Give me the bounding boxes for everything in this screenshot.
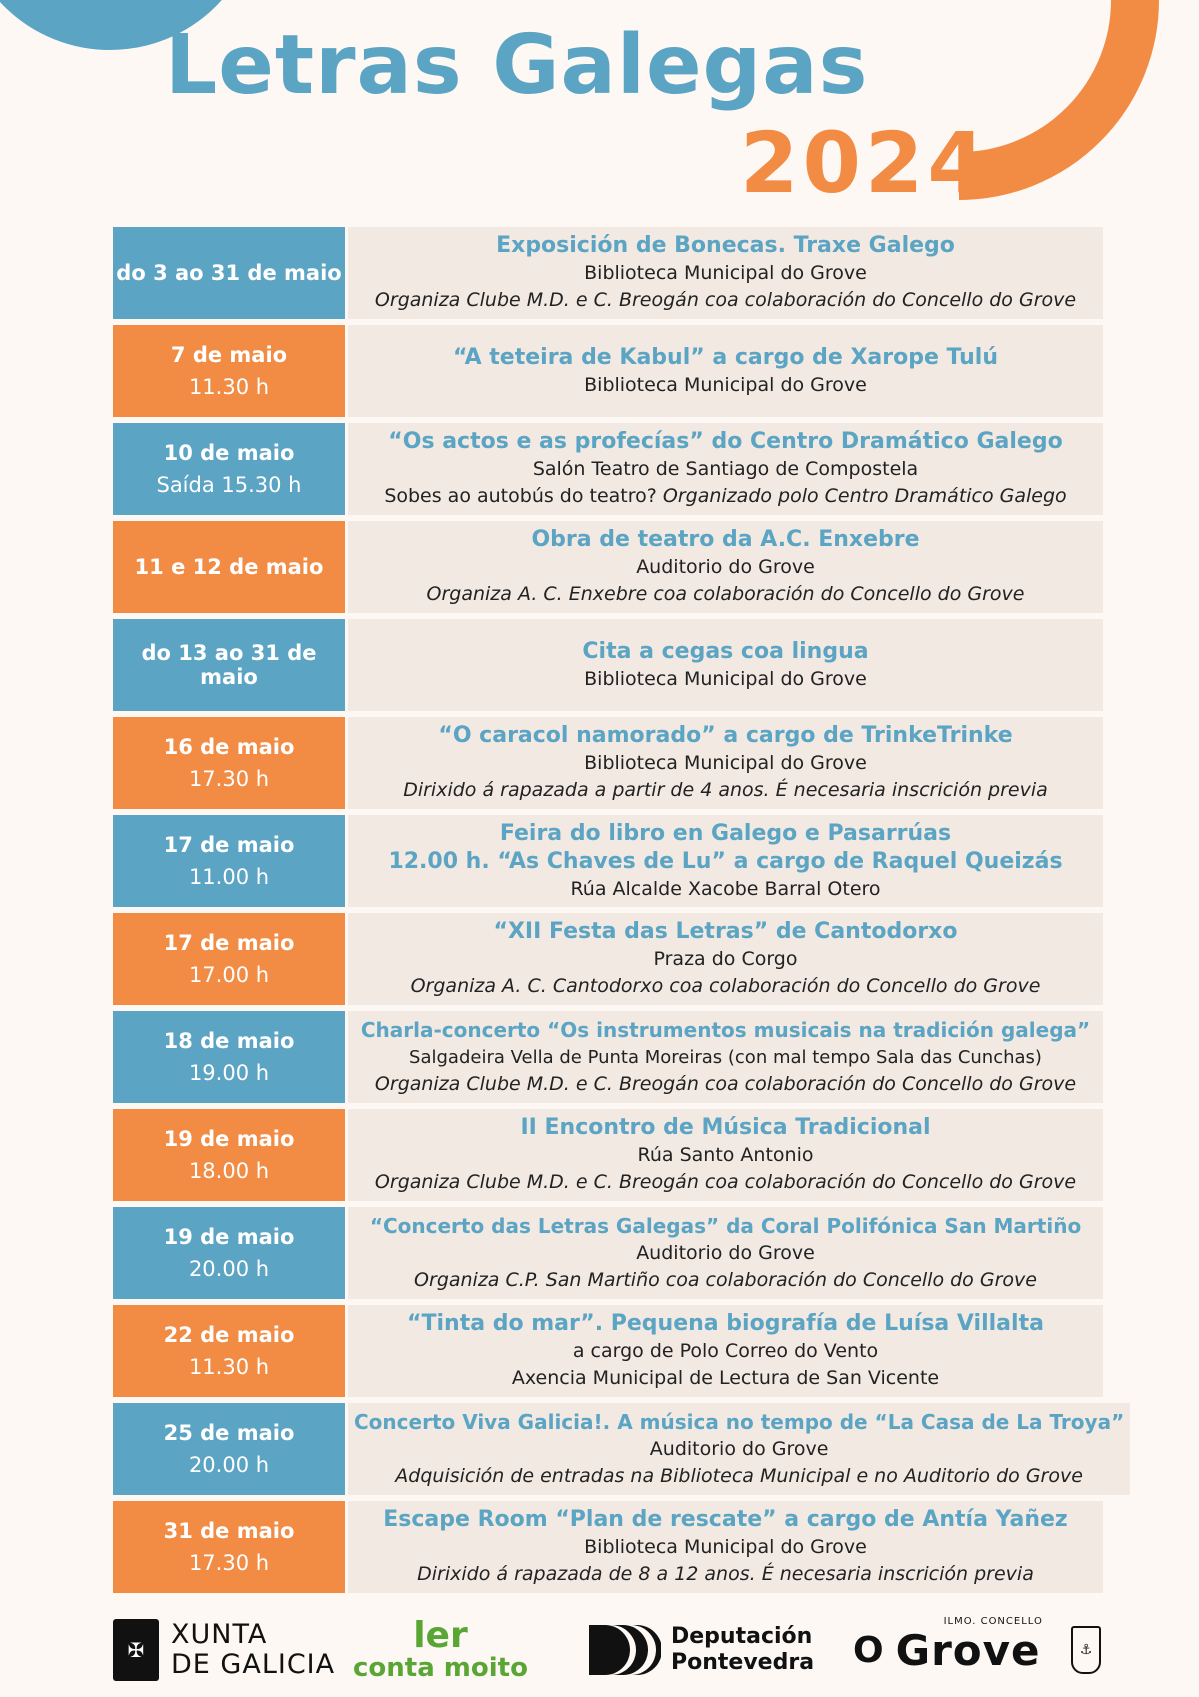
event-date: do 3 ao 31 de maio	[116, 261, 342, 285]
grove-o: O	[853, 1629, 884, 1671]
deputacion-line1: Deputación	[671, 1624, 813, 1649]
ler-line2: conta moito	[353, 1653, 528, 1683]
event-note-prefix: Sobes ao autobús do teatro?	[384, 485, 663, 507]
concello-grove-logo	[853, 1615, 1041, 1685]
event-location: Biblioteca Municipal do Grove	[584, 667, 867, 690]
ler-conta-moito-logo	[353, 1615, 528, 1685]
event-title: Feira do libro en Galego e Pasarrúas	[499, 820, 952, 846]
event-row	[113, 227, 1103, 319]
concello-crest	[1071, 1615, 1101, 1685]
event-note-text: Organiza Clube M.D. e C. Breogán coa colaboración do Concello do Grove	[374, 1171, 1077, 1193]
event-location: Praza do Corgo	[653, 948, 798, 970]
xunta-crest-icon: ✠	[113, 1619, 159, 1681]
event-row	[113, 1011, 1103, 1103]
event-row	[113, 717, 1103, 809]
event-date: 17 de maio	[163, 931, 295, 955]
event-location: Salgadeira Vella de Punta Moreiras (con mal tempo Sala das Cunchas)	[409, 1047, 1042, 1068]
event-date: 19 de maio	[163, 1127, 295, 1151]
event-date-box	[113, 1403, 345, 1495]
page-year: 2024	[740, 114, 990, 212]
page-title: Letras Galegas	[165, 18, 869, 113]
event-date: 17 de maio	[163, 833, 295, 857]
event-title: Exposición de Bonecas. Traxe Galego	[496, 233, 955, 258]
event-date-box	[113, 815, 345, 907]
event-info	[348, 423, 1103, 515]
event-time: Saída 15.30 h	[156, 473, 302, 497]
event-time: 19.00 h	[188, 1061, 270, 1085]
event-note	[375, 287, 1076, 314]
event-date: 10 de maio	[163, 441, 295, 465]
event-date-box	[113, 1501, 345, 1593]
event-location: Rúa Alcalde Xacobe Barral Otero	[570, 877, 881, 900]
event-date-box	[113, 1305, 345, 1397]
event-info	[348, 913, 1103, 1005]
event-row	[113, 1501, 1103, 1593]
event-time: 11.30 h	[188, 1355, 270, 1379]
event-date-box	[113, 227, 345, 319]
xunta-line1: XUNTA	[171, 1619, 268, 1650]
event-note	[395, 1463, 1083, 1490]
event-date-box	[113, 1011, 345, 1103]
event-date: 31 de maio	[163, 1519, 295, 1543]
event-note-text: Adquisición de entradas na Biblioteca Municipal e no Auditorio do Grove	[395, 1465, 1083, 1487]
event-note-text: Organiza A. C. Enxebre coa colaboración do Concello do Grove	[426, 583, 1025, 605]
event-info	[348, 1109, 1103, 1201]
event-note-text: Dirixido á rapazada de 8 a 12 anos. É necesaria inscrición previa	[417, 1563, 1034, 1585]
event-info	[348, 227, 1103, 319]
xunta-logo	[113, 1615, 335, 1685]
event-title: Charla-concerto “Os instrumentos musicais na tradición galega”	[360, 1018, 1091, 1042]
event-note-text: Organizado polo Centro Dramático Galego	[662, 485, 1067, 507]
event-time: 20.00 h	[188, 1453, 270, 1477]
event-date-box	[113, 717, 345, 809]
event-date-box	[113, 1109, 345, 1201]
grove-name: Grove	[895, 1625, 1041, 1675]
xunta-line2: DE GALICIA	[171, 1649, 336, 1680]
event-location: Auditorio do Grove	[649, 1438, 829, 1460]
event-note	[427, 581, 1025, 608]
event-info	[348, 1403, 1130, 1495]
event-date-box	[113, 423, 345, 515]
event-row	[113, 1207, 1103, 1299]
event-time: 17.00 h	[188, 963, 270, 987]
event-date: 18 de maio	[163, 1029, 295, 1053]
event-row	[113, 1109, 1103, 1201]
event-date: do 13 ao 31 de maio	[141, 641, 317, 689]
event-title: “XII Festa das Letras” de Cantodorxo	[493, 919, 958, 944]
event-title: Escape Room “Plan de rescate” a cargo de Antía Yañez	[383, 1507, 1068, 1532]
event-date: 22 de maio	[163, 1323, 295, 1347]
concello-crest-icon: ⚓	[1071, 1626, 1101, 1674]
event-row	[113, 325, 1103, 417]
event-location: Auditorio do Grove	[636, 1242, 815, 1264]
event-note	[375, 1071, 1076, 1098]
event-date: 16 de maio	[163, 735, 295, 759]
event-location: Rúa Santo Antonio	[637, 1144, 814, 1166]
event-title: “A teteira de Kabul” a cargo de Xarope Tulú	[452, 344, 998, 370]
event-note	[417, 1561, 1034, 1588]
event-note	[411, 973, 1041, 1000]
events-list	[113, 227, 1125, 1599]
event-info	[348, 1207, 1103, 1299]
event-title: “O caracol namorado” a cargo de TrinkeTrinke	[438, 723, 1013, 748]
event-row	[113, 521, 1103, 613]
event-note	[403, 777, 1048, 804]
event-time: 11.00 h	[188, 865, 270, 889]
event-note-text: Dirixido á rapazada a partir de 4 anos. É necesaria inscrición previa	[403, 779, 1048, 801]
deputacion-line2: Pontevedra	[671, 1650, 815, 1675]
event-location: Biblioteca Municipal do Grove	[584, 262, 867, 284]
event-note-text: Organiza A. C. Cantodorxo coa colaboración do Concello do Grove	[410, 975, 1041, 997]
event-location: Biblioteca Municipal do Grove	[584, 752, 867, 774]
event-note	[375, 1169, 1076, 1196]
event-date: 7 de maio	[170, 343, 288, 367]
event-date: 11 e 12 de maio	[134, 555, 324, 579]
event-info	[348, 1305, 1103, 1397]
event-time: 17.30 h	[188, 767, 270, 791]
event-location: Biblioteca Municipal do Grove	[584, 373, 867, 396]
event-title: Cita a cegas coa lingua	[582, 638, 869, 664]
event-row	[113, 1403, 1125, 1495]
event-info	[348, 1011, 1103, 1103]
event-date-box	[113, 619, 345, 711]
event-time: 11.30 h	[188, 375, 270, 399]
event-info	[348, 1501, 1103, 1593]
event-info	[348, 619, 1103, 711]
event-title: “Os actos e as profecías” do Centro Dramático Galego	[388, 429, 1063, 454]
event-row	[113, 1305, 1103, 1397]
event-info	[348, 521, 1103, 613]
event-info	[348, 325, 1103, 417]
event-note-text: Organiza C.P. San Martiño coa colaboración do Concello do Grove	[414, 1269, 1037, 1291]
event-time: 20.00 h	[188, 1257, 270, 1281]
event-date-box	[113, 913, 345, 1005]
event-title: II Encontro de Música Tradicional	[520, 1115, 931, 1140]
grove-small-text: ILMO. CONCELLO	[943, 1615, 1043, 1627]
event-date-box	[113, 1207, 345, 1299]
event-info	[348, 815, 1103, 907]
event-row	[113, 423, 1103, 515]
event-location: Axencia Municipal de Lectura de San Vicente	[511, 1367, 940, 1389]
event-row	[113, 913, 1103, 1005]
event-title: “Concerto das Letras Galegas” da Coral Polifónica San Martiño	[369, 1214, 1082, 1238]
event-title-line2: 12.00 h. “As Chaves de Lu” a cargo de Raquel Queizás	[388, 848, 1063, 874]
event-row	[113, 619, 1103, 711]
event-location: Biblioteca Municipal do Grove	[584, 1536, 867, 1558]
event-note-text: Organiza Clube M.D. e C. Breogán coa colaboración do Concello do Grove	[374, 1073, 1077, 1095]
event-title: Concerto Viva Galicia!. A música no tempo de “La Casa de La Troya”	[354, 1410, 1125, 1434]
event-date-box	[113, 521, 345, 613]
event-location: a cargo de Polo Correo do Vento	[572, 1340, 879, 1362]
deputacion-mark-icon	[585, 1619, 661, 1681]
event-note-text: Organiza Clube M.D. e C. Breogán coa colaboración do Concello do Grove	[374, 289, 1077, 311]
event-date: 25 de maio	[163, 1421, 295, 1445]
ler-line1: ler	[413, 1615, 468, 1656]
event-note	[384, 483, 1066, 510]
event-title: Obra de teatro da A.C. Enxebre	[531, 527, 920, 552]
event-row	[113, 815, 1103, 907]
event-info	[348, 717, 1103, 809]
sponsor-logos	[113, 1615, 1103, 1685]
event-location: Salón Teatro de Santiago de Compostela	[532, 458, 919, 480]
deputacion-logo	[585, 1615, 814, 1685]
event-title: “Tinta do mar”. Pequena biografía de Luísa Villalta	[407, 1311, 1044, 1336]
event-date-box	[113, 325, 345, 417]
event-note	[414, 1267, 1037, 1294]
event-time: 18.00 h	[188, 1159, 270, 1183]
event-time: 17.30 h	[188, 1551, 270, 1575]
event-date: 19 de maio	[163, 1225, 295, 1249]
event-location: Auditorio do Grove	[636, 556, 815, 578]
